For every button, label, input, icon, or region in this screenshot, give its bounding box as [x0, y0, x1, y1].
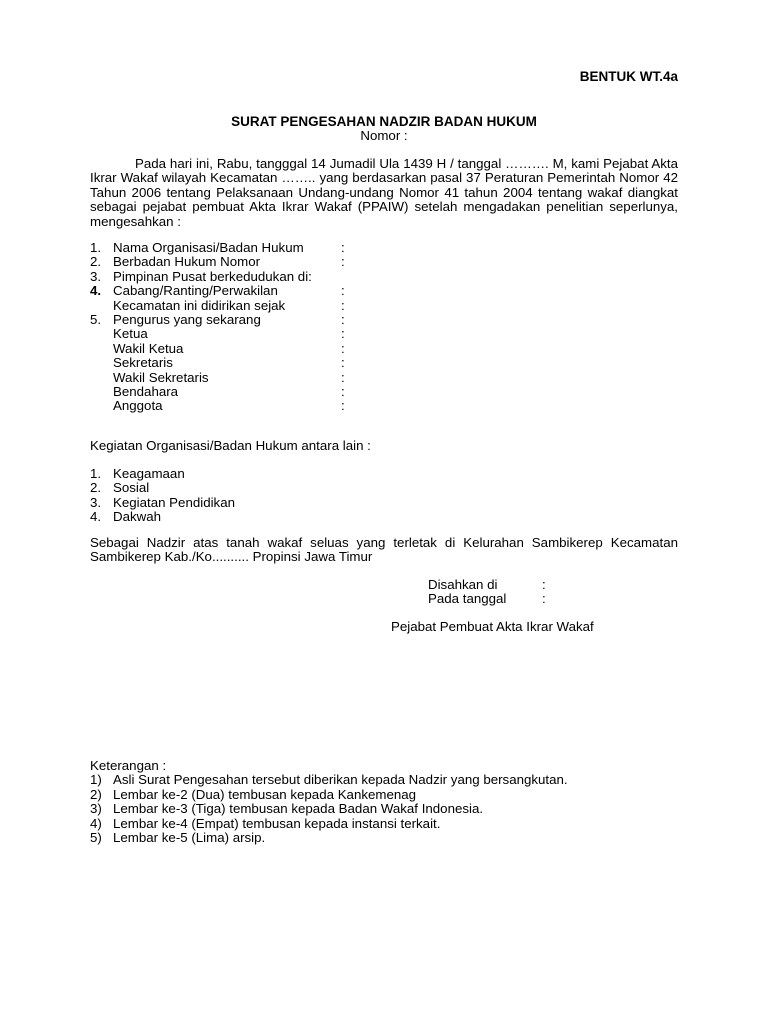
document-number: Nomor :	[360, 128, 408, 143]
field-label: Nama Organisasi/Badan Hukum	[113, 240, 304, 255]
disahkan-row	[428, 578, 578, 592]
activity-number: 2.	[90, 480, 102, 496]
field-row	[90, 327, 390, 341]
field-colon: :	[341, 254, 345, 270]
field-label: Anggota	[113, 398, 163, 414]
field-row	[90, 313, 390, 327]
note-number: 1)	[90, 772, 102, 788]
nadzir-paragraph: Sebagai Nadzir atas tanah wakaf seluas yang terletak di Kelurahan Sambikerep Kecamatan Sambikerep Kab./Ko.......... Propinsi Jawa Timur	[90, 535, 678, 565]
note-text: Lembar ke-4 (Empat) tembusan kepada instansi terkait.	[113, 815, 441, 831]
field-colon: :	[341, 398, 345, 414]
opening-paragraph-text: Pada hari ini, Rabu, tangggal 14 Jumadil Ula 1439 H / tanggal ………. M, kami Pejabat Akta Ikrar Wakaf wilayah Kecamatan …….. yang berdasarkan pasal 37 Peraturan Pemerintah Nomor 42 Tahun 2006 tentang Pelaksanaan Undang-undang Nomor 41 tahun 2004 tentang wakaf diangkat sebagai pejabat pembuat Akta Ikrar Wakaf (PPAIW) setelah mengadakan penelitian seperlunya, mengesahkan :	[90, 156, 678, 229]
field-colon: :	[341, 355, 345, 371]
field-label: Wakil Ketua	[113, 340, 184, 356]
note-text: Lembar ke-3 (Tiga) tembusan kepada Badan Wakaf Indonesia.	[113, 801, 484, 817]
field-row	[90, 371, 390, 385]
field-colon: :	[341, 297, 345, 313]
tanggal-colon: :	[542, 591, 546, 607]
activity-number: 4.	[90, 509, 102, 525]
note-number: 2)	[90, 786, 102, 802]
official-title: Pejabat Pembuat Akta Ikrar Wakaf	[391, 619, 594, 634]
field-row	[90, 385, 390, 399]
field-label: Pimpinan Pusat berkedudukan di:	[113, 268, 312, 284]
notes-heading: Keterangan :	[90, 758, 167, 773]
field-number: 2.	[90, 254, 102, 270]
field-label: Bendahara	[113, 384, 179, 399]
tanggal-row	[428, 592, 578, 606]
note-text: Lembar ke-2 (Dua) tembusan kepada Kankemenag	[113, 786, 417, 802]
document-title: SURAT PENGESAHAN NADZIR BADAN HUKUM	[231, 114, 537, 129]
field-row	[90, 270, 390, 284]
field-colon: :	[341, 369, 345, 385]
activity-item	[90, 510, 390, 524]
field-colon: :	[341, 240, 345, 255]
activity-number: 3.	[90, 494, 102, 510]
disahkan-colon: :	[542, 577, 546, 592]
field-label: Berbadan Hukum Nomor	[113, 254, 261, 270]
field-number: 3.	[90, 268, 102, 284]
field-label: Wakil Sekretaris	[113, 369, 209, 385]
form-code: BENTUK WT.4a	[579, 69, 678, 84]
activity-label: Sosial	[113, 480, 150, 496]
note-number: 3)	[90, 801, 102, 817]
activity-item	[90, 496, 390, 510]
field-row	[90, 241, 390, 255]
field-colon: :	[341, 283, 345, 299]
opening-paragraph	[90, 157, 678, 229]
field-colon: :	[341, 384, 345, 399]
activity-label: Dakwah	[113, 509, 162, 525]
field-row	[90, 342, 390, 356]
field-number: 1.	[90, 240, 102, 255]
activity-label: Keagamaan	[113, 466, 185, 481]
activities-heading: Kegiatan Organisasi/Badan Hukum antara lain :	[90, 438, 371, 453]
activity-label: Kegiatan Pendidikan	[113, 494, 235, 510]
activity-number: 1.	[90, 466, 102, 481]
field-row	[90, 399, 390, 413]
field-label: Sekretaris	[113, 355, 173, 371]
field-colon: :	[341, 312, 345, 327]
note-number: 5)	[90, 830, 102, 845]
disahkan-label: Disahkan di	[428, 577, 498, 592]
note-text: Lembar ke-5 (Lima) arsip.	[113, 830, 266, 845]
field-row	[90, 299, 390, 313]
activity-item	[90, 467, 390, 481]
field-row	[90, 255, 390, 269]
field-number: 4.	[90, 283, 102, 299]
activity-item	[90, 481, 390, 495]
field-label: Kecamatan ini didirikan sejak	[113, 297, 286, 313]
field-label: Ketua	[113, 326, 148, 342]
tanggal-label: Pada tanggal	[428, 591, 507, 607]
note-number: 4)	[90, 815, 102, 831]
field-colon: :	[341, 340, 345, 356]
field-number: 5.	[90, 312, 102, 327]
field-row	[90, 356, 390, 370]
field-label: Cabang/Ranting/Perwakilan	[113, 283, 278, 299]
field-colon: :	[341, 326, 345, 342]
note-text: Asli Surat Pengesahan tersebut diberikan kepada Nadzir yang bersangkutan.	[113, 772, 568, 788]
field-label: Pengurus yang sekarang	[113, 312, 261, 327]
field-row	[90, 284, 390, 298]
